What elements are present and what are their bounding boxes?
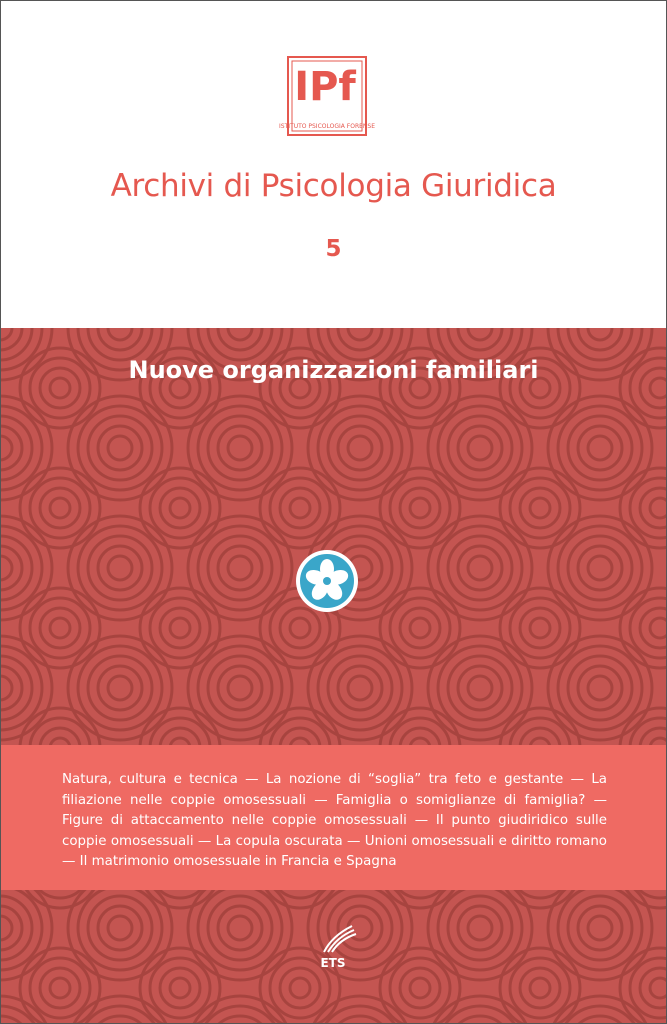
logo-caption: ISTITUTO PSICOLOGIA FORENSE: [279, 123, 375, 130]
ipf-logo: [279, 56, 375, 136]
cover-subtitle: Nuove organizzazioni familiari: [128, 356, 539, 384]
series-title: Archivi di Psicologia Giuridica: [110, 168, 557, 204]
logo-initials: IPf: [294, 64, 356, 110]
cover-top-white: [0, 0, 667, 328]
contents-description: Natura, cultura e tecnica — La nozione di “soglia” tra feto e gestante — La filiazione nelle coppie omosessuali — Famiglia o somiglianze di famiglia? — Figure di attaccamento nelle coppie omosessuali — Il punto giudiridico sulle coppie omosessuali — La copula oscurata — Unioni omosessuali e diritto romano — Il matrimonio omosessuale in Francia e Spagna: [62, 772, 607, 869]
volume-number: 5: [325, 236, 342, 262]
publisher-swoosh-icon: [300, 920, 366, 956]
publisher-logo: [300, 920, 366, 970]
flower-icon: [294, 548, 360, 614]
publisher-name: ETS: [320, 956, 346, 970]
